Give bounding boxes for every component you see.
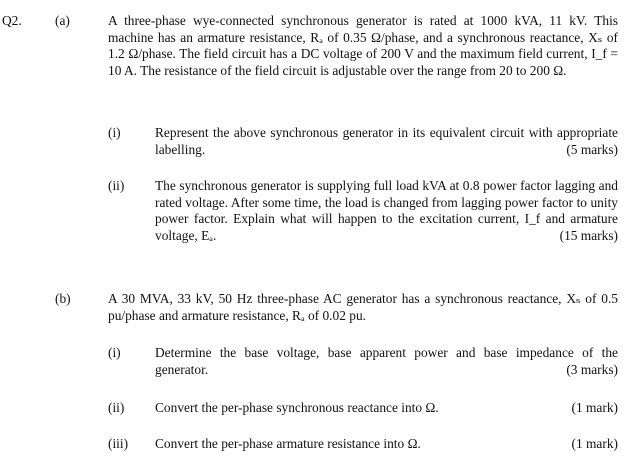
part-b-i-text: Determine the base voltage, base apparent power and base impedance of the generator. [155, 345, 618, 377]
question-number: Q2. [2, 13, 22, 28]
part-b-iii-label: (iii) [108, 436, 129, 451]
part-a-ii-text: The synchronous generator is supplying full load kVA at 0.8 power factor lagging and rated voltage. After some time, the load is changed from lagging power factor to unity power factor. Explain what will happen to the excitation current, I_f and armature voltage, Eₐ. [155, 178, 618, 243]
part-a-i-text: Represent the above synchronous generator in its equivalent circuit with appropriate labelling. [155, 125, 618, 157]
part-a-i-label: (i) [108, 125, 121, 140]
part-b-iii-marks: (1 mark) [571, 436, 618, 451]
part-b-ii-text: Convert the per-phase synchronous reactance into Ω. [155, 400, 439, 415]
part-a-label: (a) [55, 13, 70, 28]
part-b-intro: A 30 MVA, 33 kV, 50 Hz three-phase AC generator has a synchronous reactance, Xₛ of 0.5 pu/phase and armature resistance, Rₐ of 0.02 pu. [108, 291, 618, 323]
part-a-ii-marks: (15 marks) [559, 227, 618, 243]
part-b-iii-block [155, 436, 618, 453]
part-b-ii-label: (ii) [108, 400, 125, 415]
part-b-ii-marks: (1 mark) [571, 400, 618, 415]
part-b-iii-text: Convert the per-phase armature resistance into Ω. [155, 436, 421, 451]
part-b-ii-block [155, 400, 618, 417]
part-a-i-marks: (5 marks) [566, 141, 618, 157]
part-a-i-block [155, 125, 618, 158]
part-a-ii-block [155, 178, 618, 244]
part-b-i-block [155, 345, 618, 378]
part-b-i-label: (i) [108, 345, 121, 360]
part-b-i-marks: (3 marks) [566, 361, 618, 377]
part-b-label: (b) [55, 291, 71, 306]
part-a-intro: A three-phase wye-connected synchronous generator is rated at 1000 kVA, 11 kV. This machine has an armature resistance, Rₐ of 0.35 Ω/phase, and a synchronous reactance, Xₛ of 1.2 Ω/phase. The field circuit has a DC voltage of 200 V and the maximum field current, I_f = 10 A. The resistance of the field circuit is adjustable over the range from 20 to 200 Ω. [108, 13, 618, 78]
part-a-ii-label: (ii) [108, 178, 125, 193]
